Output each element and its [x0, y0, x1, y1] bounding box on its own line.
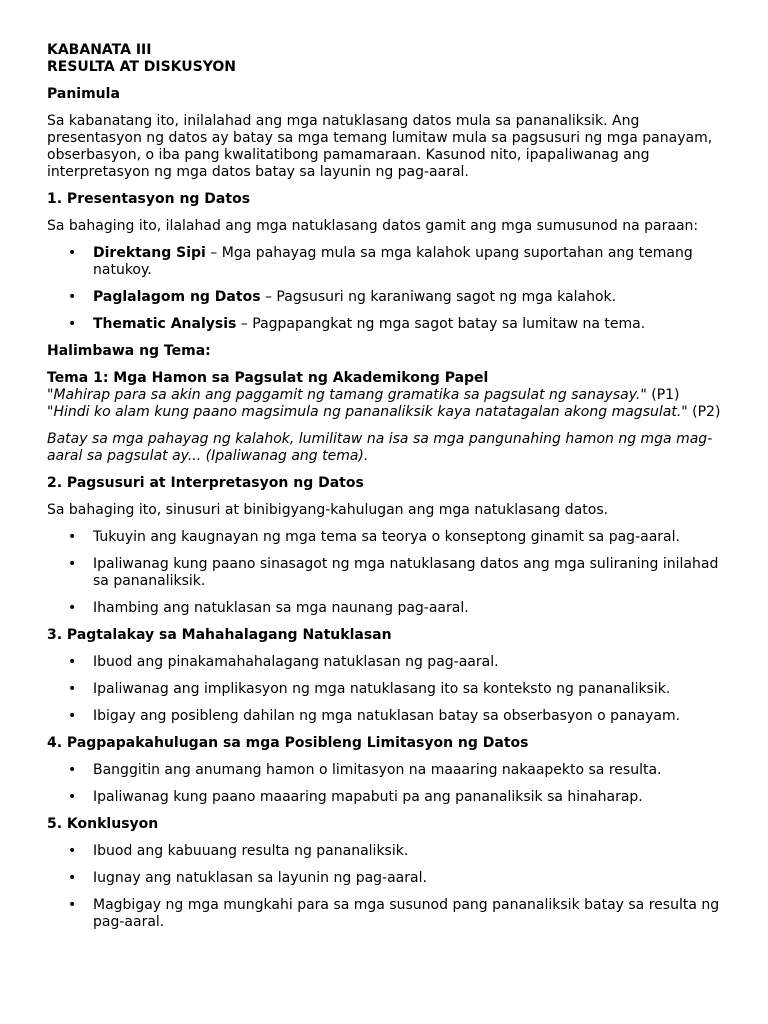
quote-text: Mahirap para sa akin ang paggamit ng tamang gramatika sa pagsulat ng sanaysay. — [53, 387, 641, 403]
theme-title: Tema 1: Mga Hamon sa Pagsulat ng Akademikong Papel — [47, 370, 489, 386]
intro-heading: Panimula — [47, 86, 120, 102]
list-item-term: Paglalagom ng Datos — [93, 289, 261, 305]
list-item: • Ipaliwanag kung paano maaaring mapabuti pa ang pananaliksik sa hinaharap. — [47, 789, 728, 806]
section4-list — [47, 762, 728, 806]
section2-heading: 2. Pagsusuri at Interpretasyon ng Datos — [47, 475, 364, 491]
example-heading: Halimbawa ng Tema: — [47, 343, 211, 359]
section1-heading: 1. Presentasyon ng Datos — [47, 191, 251, 207]
list-item: • Ibigay ang posibleng dahilan ng mga natuklasan batay sa obserbasyon o panayam. — [47, 708, 728, 725]
section1-paragraph: Sa bahaging ito, ilalahad ang mga natuklasang datos gamit ang mga sumusunod na paraan: — [47, 218, 699, 234]
list-item: • Ihambing ang natuklasan sa mga naunang pag-aaral. — [47, 600, 728, 617]
theme-explanation: Batay sa mga pahayag ng kalahok, lumilitaw na isa sa mga pangunahing hamon ng mga mag-aaral sa pagsulat ay... (Ipaliwanag ang tema). — [47, 431, 713, 464]
list-item: • Tukuyin ang kaugnayan ng mga tema sa teorya o konseptong ginamit sa pag-aaral. — [47, 529, 728, 546]
section3-heading: 3. Pagtalakay sa Mahahalagang Natuklasan — [47, 627, 392, 643]
list-item-term: Thematic Analysis — [93, 316, 237, 332]
quote-mark: " — [47, 404, 54, 420]
list-item: • Banggitin ang anumang hamon o limitasyon na maaaring nakaapekto sa resulta. — [47, 762, 728, 779]
quote-mark: " — [47, 387, 54, 403]
chapter-title: RESULTA AT DISKUSYON — [47, 59, 236, 75]
list-item — [47, 316, 728, 333]
intro-paragraph: Sa kabanatang ito, inilalahad ang mga natuklasang datos mula sa pananaliksik. Ang presentasyon ng datos ay batay sa mga temang lumitaw mula sa pagsusuri ng mga panayam, obserbasyon, o iba pang kwalitatibong pamamaraan. Kasunod nito, ipapaliwanag ang interpretasyon ng mga datos batay sa layunin ng pag-aaral. — [47, 113, 713, 180]
list-item: • Ipaliwanag ang implikasyon ng mga natuklasang ito sa konteksto ng pananaliksik. — [47, 681, 728, 698]
quote-source: " (P1) — [640, 387, 680, 403]
list-item-desc: – Mga pahayag mula sa mga kalahok upang suportahan ang temang natukoy. — [93, 245, 693, 278]
section2-paragraph: Sa bahaging ito, sinusuri at binibigyang-kahulugan ang mga natuklasang datos. — [47, 502, 609, 518]
section5-heading: 5. Konklusyon — [47, 816, 159, 832]
list-item — [47, 245, 728, 279]
list-item: • Ibuod ang pinakamahahalagang natuklasan ng pag-aaral. — [47, 654, 728, 671]
list-item: • Magbigay ng mga mungkahi para sa mga susunod pang pananaliksik batay sa resulta ng pag-aaral. — [47, 897, 728, 931]
quote-text: Hindi ko alam kung paano magsimula ng pananaliksik kaya natatagalan akong magsulat. — [53, 404, 682, 420]
list-item — [47, 289, 728, 306]
chapter-number: KABANATA III — [47, 42, 152, 58]
list-item-desc: – Pagsusuri ng karaniwang sagot ng mga kalahok. — [260, 289, 617, 305]
section1-list — [47, 245, 728, 333]
list-item-desc: – Pagpapangkat ng mga sagot batay sa lumitaw na tema. — [236, 316, 646, 332]
section3-list — [47, 654, 728, 725]
list-item: • Ibuod ang kabuuang resulta ng pananaliksik. — [47, 843, 728, 860]
list-item-term: Direktang Sipi — [93, 245, 206, 261]
section5-list — [47, 843, 728, 931]
list-item: • Ipaliwanag kung paano sinasagot ng mga natuklasang datos ang mga suliraning inilahad sa pananaliksik. — [47, 556, 728, 590]
quote-source: " (P2) — [681, 404, 721, 420]
list-item: • Iugnay ang natuklasan sa layunin ng pag-aaral. — [47, 870, 728, 887]
quote-p2 — [47, 404, 728, 421]
quote-p1 — [47, 387, 728, 404]
section4-heading: 4. Pagpapakahulugan sa mga Posibleng Limitasyon ng Datos — [47, 735, 529, 751]
section2-list — [47, 529, 728, 617]
